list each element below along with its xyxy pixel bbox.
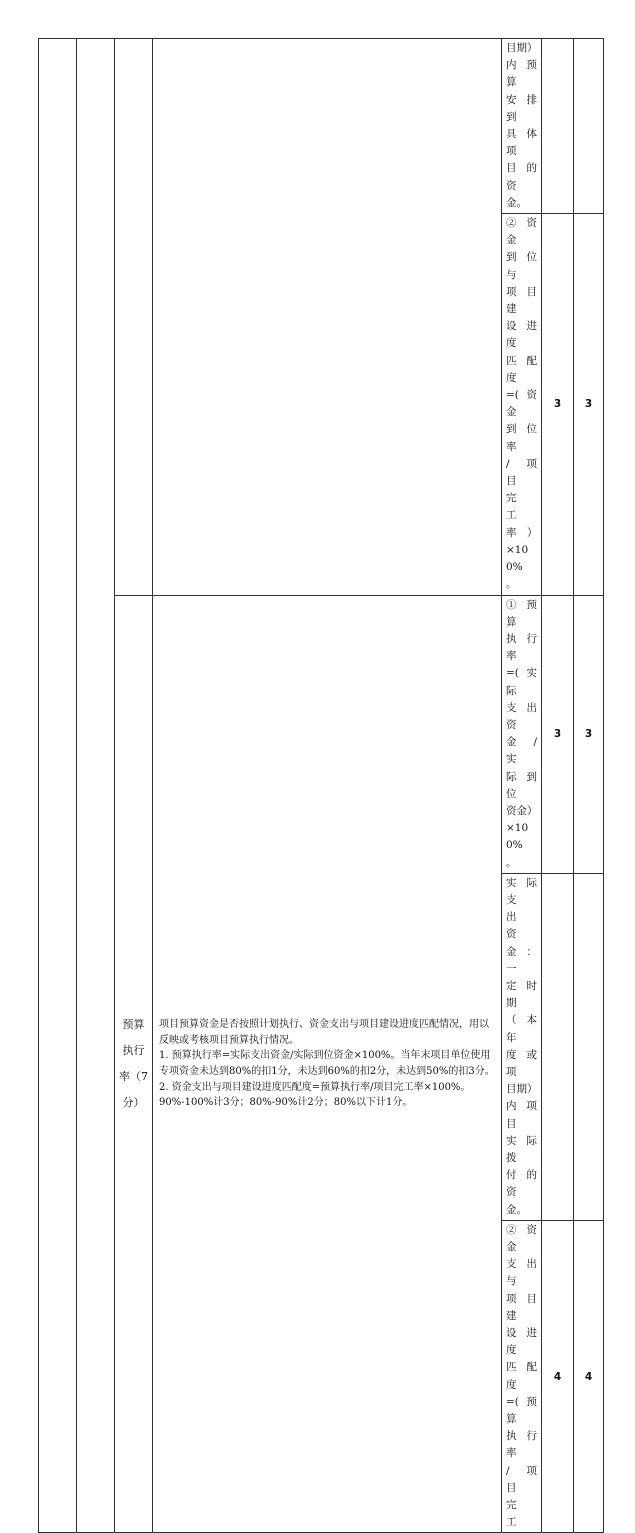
indicator-explanation-cell: 目期） 内预算 安排到 具体项 目的资 金。 bbox=[502, 39, 542, 214]
weight-cell: 4 bbox=[542, 1220, 574, 1533]
indicator-explanation-cell: ②资金 到位与 项目建 设进度 匹配度 =(资金 到位率 / 项 目 完 工 率 ） ×100% 。 bbox=[502, 214, 542, 595]
table-row bbox=[39, 39, 604, 214]
level2-indicator-cell bbox=[77, 39, 115, 1533]
indicator-description-cell bbox=[153, 39, 502, 596]
score-cell bbox=[574, 39, 604, 214]
score-cell bbox=[574, 873, 604, 1220]
performance-evaluation-table bbox=[38, 38, 604, 1533]
indicator-explanation-cell: ②资金 支出与 项目建 设进度 匹配度 =(预算 执行率 / 项 目 完 工 bbox=[502, 1220, 542, 1533]
score-cell: 3 bbox=[574, 595, 604, 873]
indicator-description: 项目预算资金是否按照计划执行、资金支出与项目建设进度匹配情况，用以反映或考核项目预算执行情况。 1. 预算执行率=实际支出资金/实际到位资金×100%。当年末项目单位使用专项资金未达到80%的扣1分，未达到60%的扣2分，未达到50%的扣3分。 2. 资金支出与项目建设进度匹配度=预算执行率/项目完工率×100%。90%-100%计3分；80%-90%计2分；80%以下计1分。 bbox=[153, 595, 502, 1533]
indicator-explanation-cell: 实际支 出 资 金：一 定时期 （本年 度或项 目期） 内项目 实际拨 付的资 金。 bbox=[502, 873, 542, 1220]
level3-indicator-cell bbox=[115, 39, 153, 596]
score-cell: 3 bbox=[574, 214, 604, 595]
level1-indicator-cell bbox=[39, 39, 77, 1533]
level3-indicator-name: 预算 执行 率（7 分） bbox=[115, 595, 153, 1533]
weight-cell bbox=[542, 873, 574, 1220]
indicator-explanation-cell: ①预算 执行率 =(实际 支出资 金 / 实 际到位 资金） ×100% 。 bbox=[502, 595, 542, 873]
score-cell: 4 bbox=[574, 1220, 604, 1533]
weight-cell: 3 bbox=[542, 595, 574, 873]
table-row bbox=[39, 595, 604, 873]
weight-cell: 3 bbox=[542, 214, 574, 595]
weight-cell bbox=[542, 39, 574, 214]
